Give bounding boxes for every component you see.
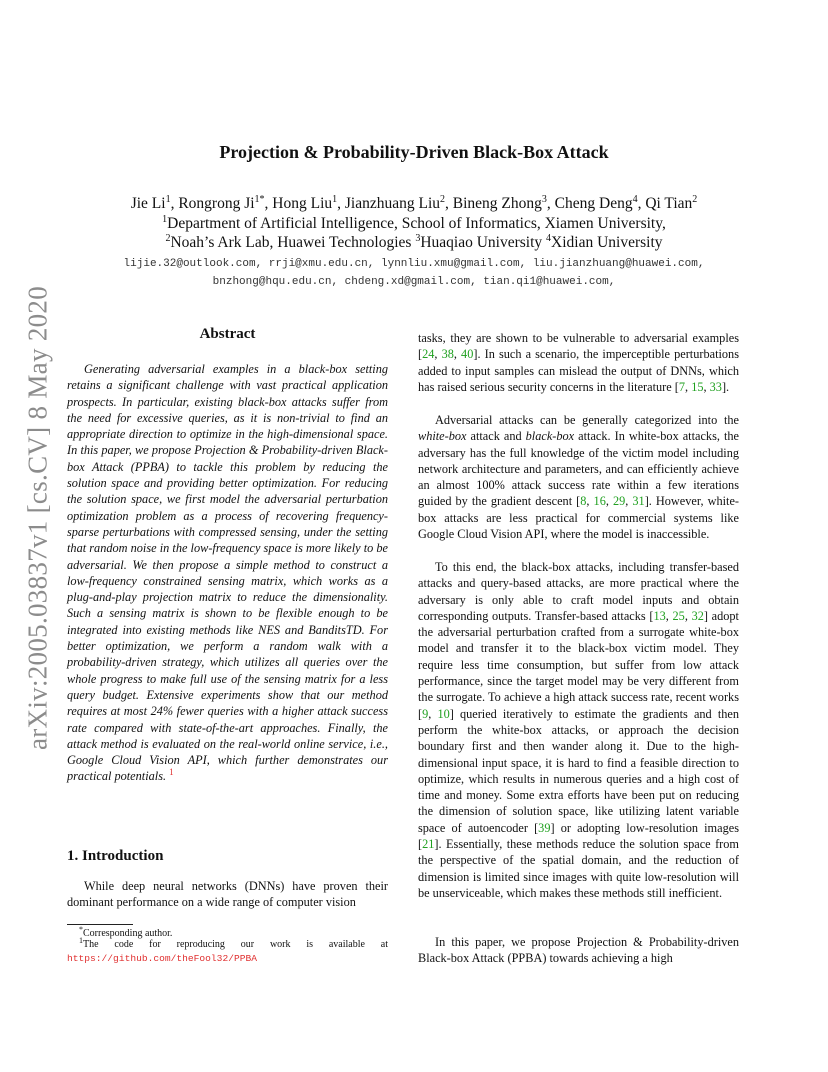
body-paragraph: To this end, the black-box attacks, including transfer-based attacks and query-based attacks, are more practical where the adversary is only able to craft model inputs and obtain corresponding outputs. Transfer-based attacks [13, 25, 32] adopt the adversarial perturbation crafted from a surrogate white-box model and transfer it to the black-box victim model. They require less time consumption, but suffer from low attack performance, since the target model may be very different from the surrogate. To achieve a high attack success rate, recent works [9, 10] queried iteratively to estimate the gradients and then perform the white-box attacks, or approach the decision boundary first and then wander along it. Due to the high-dimensional input space, it is hard to find a feasible direction to optimize, which results in numerous queries and a high cost of time and money. Some extra efforts have been put on reducing the dimension of solution space, like utilizing latent variable space of autoencoder [39] or adopting low-resolution images [21]. Essentially, these methods reduce the solution space from the perspective of the spatial domain, and the reduction of dimension is limited since images with quite low-resolution will be unserviceable, which makes these methods still inefficient. — [418, 560, 739, 900]
paper-title: Projection & Probability-Driven Black-Box Attack — [219, 142, 609, 162]
affiliation-text: Department of Artificial Intelligence, School of Informatics, Xiamen University, — [167, 215, 666, 232]
author: Hong Liu — [272, 195, 333, 212]
citation-link[interactable]: 15 — [691, 379, 704, 394]
citation-link[interactable]: 7 — [678, 379, 686, 394]
citation-link[interactable]: 8 — [580, 494, 587, 509]
author-list: Jie Li$^1$, Rongrong $Ji^{1*}$, Hong Liu$^1$, Jianzhuang Liu$^2$, Bineng Zhong$^3$, Cheng Deng$^4$, Qi Tian$^2$ — [130, 194, 698, 212]
author: Rongrong Ji — [178, 195, 255, 212]
author-sup: 1 — [165, 194, 171, 205]
citation-link[interactable]: 31 — [632, 494, 645, 509]
footnote-mark: 1 — [79, 936, 83, 945]
citation-link[interactable]: 16 — [593, 494, 606, 509]
citation-link[interactable]: 38 — [441, 347, 454, 362]
footnote-text: Corresponding author. — [83, 928, 173, 939]
affiliation-text: Noah’s Ark Lab, Huawei Technologies — [170, 234, 416, 251]
emphasis: black-box — [525, 429, 575, 444]
arxiv-stamp — [23, 283, 53, 753]
author: Bineng Zhong — [452, 195, 542, 212]
affiliation-text: Huaqiao University — [420, 234, 547, 251]
email-list: bnzhong@hqu.edu.cn, chdeng.xd@gmail.com, tian.qi1@huawei.com, — [212, 276, 616, 288]
citation-link[interactable]: 33 — [709, 379, 722, 394]
abstract-body — [67, 361, 388, 785]
aff-sup: 3 — [415, 233, 421, 244]
footnote-code — [67, 938, 388, 966]
citation-link[interactable]: 10 — [437, 706, 450, 721]
affiliation-text: Xidian University — [551, 234, 663, 251]
citation-link[interactable]: 24 — [422, 347, 435, 362]
author: Cheng Deng — [554, 195, 633, 212]
footnote-link[interactable]: 1 — [169, 767, 174, 778]
citation-link[interactable]: 32 — [691, 608, 704, 623]
aff-sup: 2 — [165, 233, 171, 244]
aff-sup: 4 — [546, 233, 552, 244]
citation-link[interactable]: 21 — [422, 837, 435, 852]
footnote-mark: * — [79, 925, 83, 934]
aff-sup: 1 — [162, 214, 168, 225]
author-sup: 2 — [440, 194, 446, 205]
author: Qi Tian — [645, 195, 693, 212]
emphasis: white-box — [418, 429, 467, 444]
author-sup: 3 — [541, 194, 547, 205]
email-list: lijie.32@outlook.com, rrji@xmu.edu.cn, lynnliu.xmu@gmail.com, liu.jianzhuang@huawei.com, — [123, 258, 705, 270]
affiliation-1 — [0, 214, 828, 233]
citation-link[interactable]: 39 — [538, 820, 551, 835]
citation-link[interactable]: 40 — [461, 347, 474, 362]
author-sup: 1 — [332, 194, 338, 205]
abstract-heading: Abstract — [199, 326, 256, 342]
author: Jie Li — [130, 195, 166, 212]
intro-paragraph: While deep neural networks (DNNs) have proven their dominant performance on a wide range of computer vision — [67, 879, 388, 910]
author-sup: 2 — [692, 194, 698, 205]
code-link[interactable]: https://github.com/theFool32/PPBA — [67, 953, 257, 964]
citation-link[interactable]: 9 — [422, 706, 429, 721]
author-sup: 4 — [632, 194, 638, 205]
arxiv-stamp-text: arXiv:2005.03837v1 [cs.CV] 8 May 2020 — [22, 285, 53, 751]
section-heading: 1. Introduction — [67, 848, 164, 864]
affiliation-2 — [0, 233, 828, 252]
abstract-text: Generating adversarial examples in a black-box setting retains a significant challenge with vast practical application prospects. In particular, existing black-box attacks suffer from the need for excessive queries, as it is non-trivial to find an appropriate direction to optimize in the high-dimensional space. In this paper, we propose Projection & Probability-driven Black-box Attack (PPBA) to tackle this problem by reducing the solution space and providing better optimization. For reducing the solution space, we first model the adversarial perturbation optimization problem as a process of recovering frequency-sparse perturbations with compressed sensing, under the setting that random noise in the low-frequency space is more likely to be adversarial. We then propose a simple method to construct a low-frequency constrained sensing matrix, which works as a plug-and-play projection matrix to reduce the dimensionality. Such a sensing matrix is shown to be flexible enough to be integrated into existing methods like NES and BanditsTD. For better optimization, we perform a random walk with a probability-driven strategy, which utilizes all queries over the whole progress to make full use of the sensing matrix for a less query budget. Extensive experiments show that our method requires at most 24% fewer queries with a higher attack success rate compared with state-of-the-art approaches. Finally, the attack method is evaluated on the real-world online service, i.e., Google Cloud Vision API, which further demonstrates our practical potentials. — [67, 362, 388, 784]
citation-link[interactable]: 25 — [672, 608, 685, 623]
author-sup: 1* — [254, 194, 265, 205]
body-paragraph: Adversarial attacks can be generally categorized into the white-box attack and black-box attack. In white-box attacks, the adversary has the full knowledge of the victim model including network architecture and parameters, and can efficiently achieve an almost 100% attack success rate within a few iterations guided by the gradient descent [8, 16, 29, 31]. However, white-box attacks are less practical for commercial systems like Google Cloud Vision API, where the model is inaccessible. — [418, 413, 740, 542]
body-paragraph: tasks, they are shown to be vulnerable to adversarial examples [24, 38, 40]. In such a scenario, the imperceptible perturbations added to input samples can mislead the output of DNNs, which has raised serious security concerns in the literature [7, 15, 33]. — [418, 331, 739, 394]
footnote-text: The code for reproducing our work is available at — [83, 939, 388, 950]
footnote-rule — [67, 924, 133, 925]
author: Jianzhuang Liu — [344, 195, 441, 212]
body-paragraph: In this paper, we propose Projection & Probability-driven Black-box Attack (PPBA) towards achieving a high — [418, 935, 739, 966]
citation-link[interactable]: 13 — [653, 608, 666, 623]
citation-link[interactable]: 29 — [612, 494, 626, 509]
